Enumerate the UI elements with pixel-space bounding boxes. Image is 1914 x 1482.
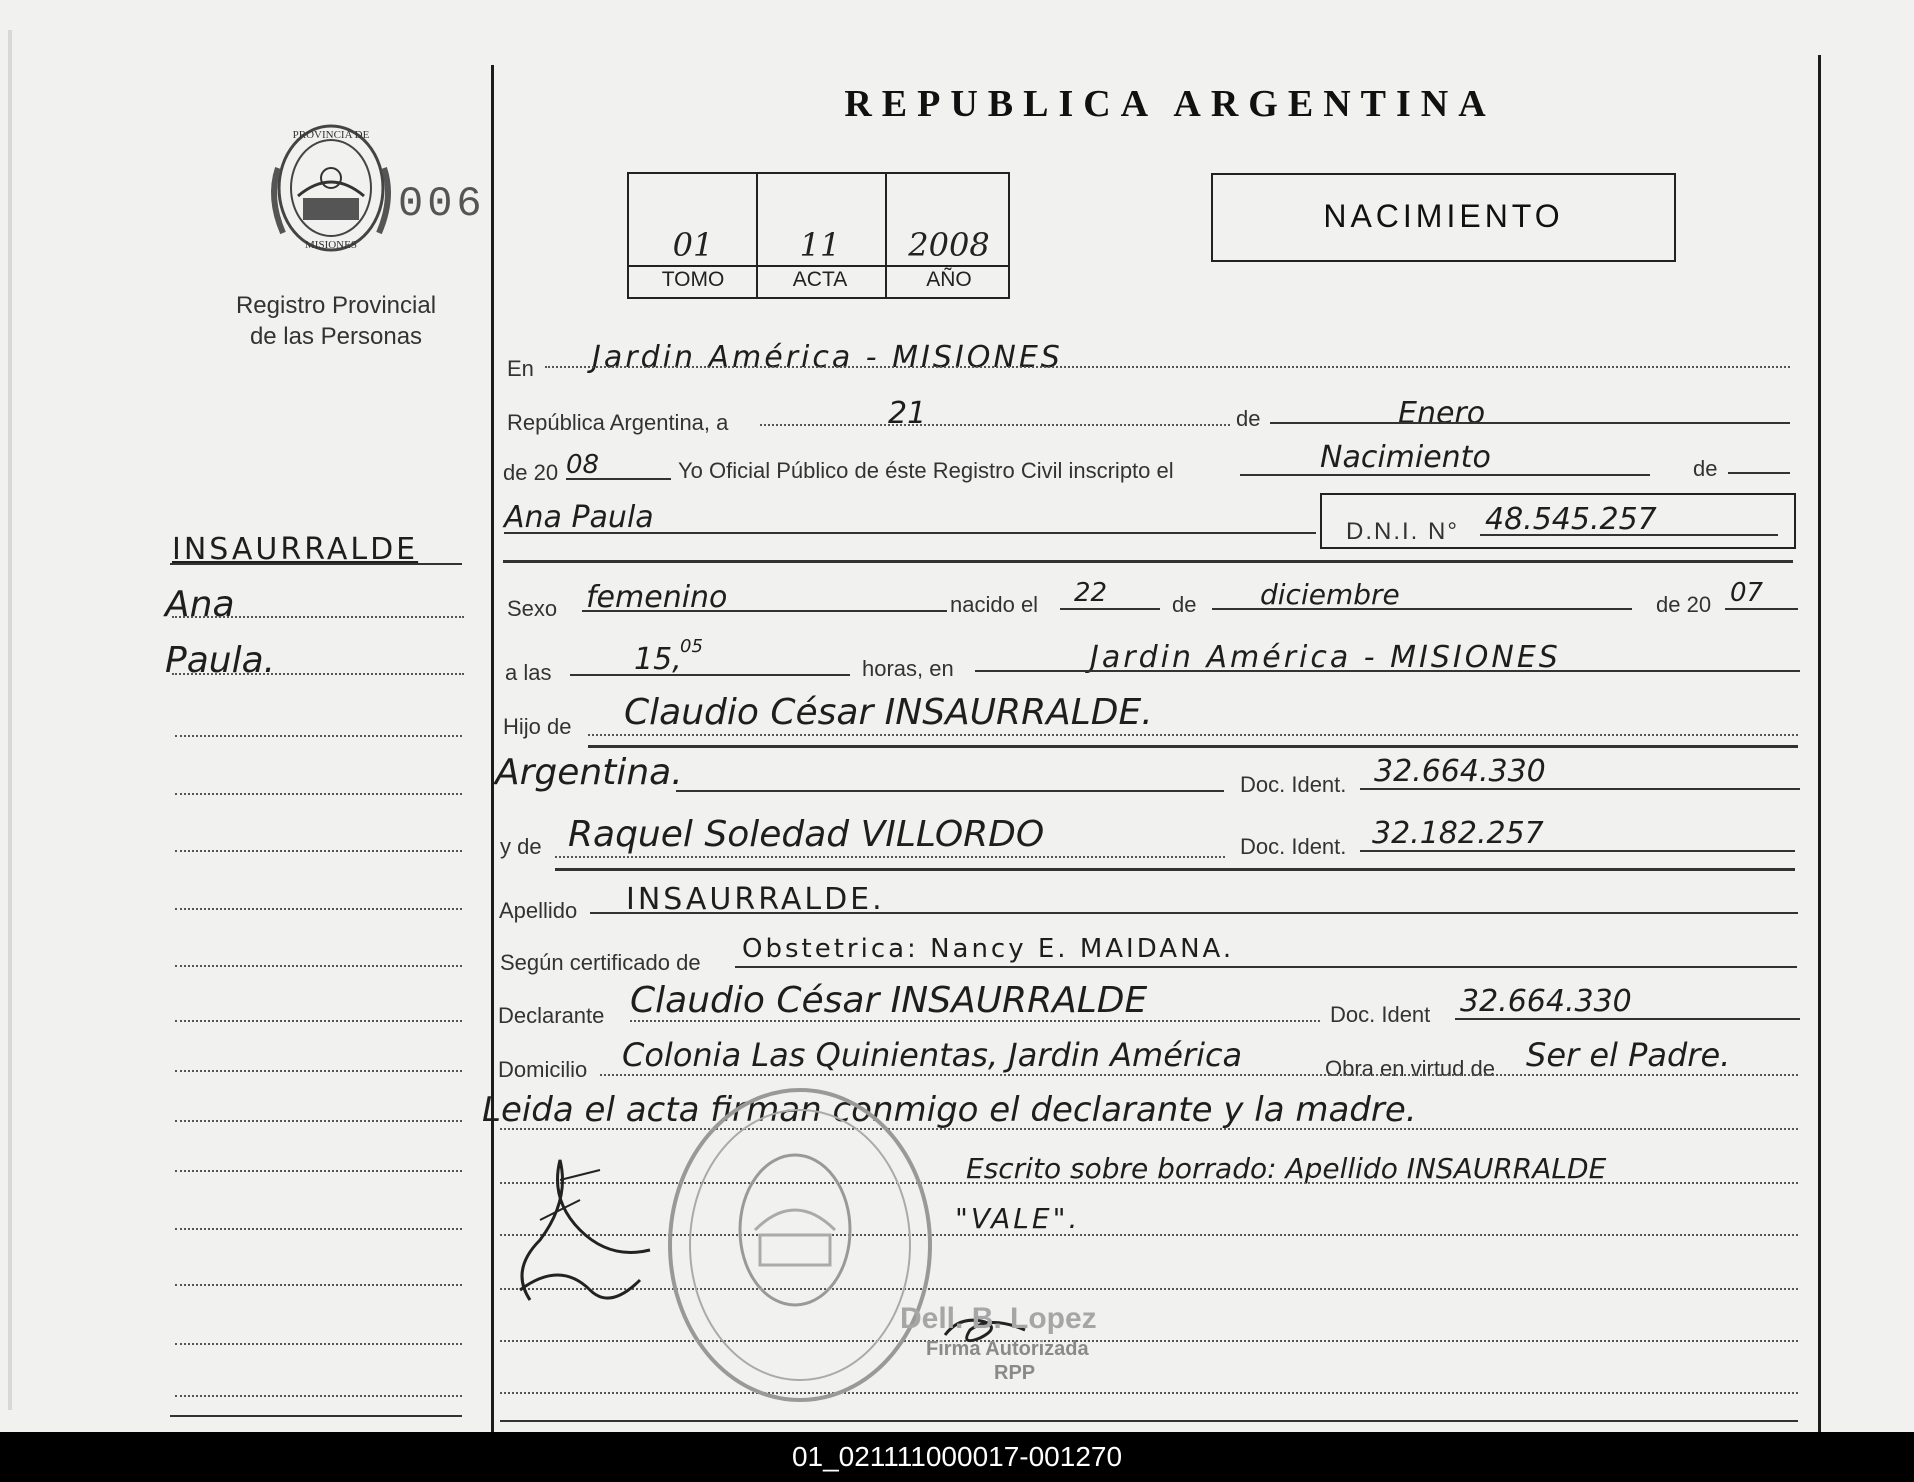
doc-ident-label-2: Doc. Ident. xyxy=(1240,834,1347,859)
year-suffix-value: 08 xyxy=(566,450,600,480)
de-label-2: de xyxy=(1693,456,1718,481)
form-line xyxy=(676,790,1224,792)
margin-line xyxy=(175,1343,462,1345)
note-line-3: "VALE". xyxy=(955,1202,1081,1235)
hijo-label: Hijo de xyxy=(503,714,572,739)
form-line xyxy=(500,1420,1798,1422)
margin-line xyxy=(175,908,462,910)
tomo-value: 01 xyxy=(672,226,714,264)
margin-line xyxy=(172,616,464,618)
domicilio-value: Colonia Las Quinientas, Jardin América xyxy=(622,1036,1243,1074)
father-name-value: Claudio César INSAURRALDE. xyxy=(624,692,1153,733)
oficial-label: Yo Oficial Público de éste Registro Civil inscripto el xyxy=(678,458,1174,483)
document-type-box: NACIMIENTO xyxy=(1211,173,1676,262)
de-label-3: de xyxy=(1172,592,1197,617)
obra-label: Obra en virtud de xyxy=(1325,1056,1495,1081)
declarante-value: Claudio César INSAURRALDE xyxy=(630,980,1148,1021)
acta-value: 11 xyxy=(799,226,841,264)
section-divider xyxy=(588,745,1798,748)
margin-line xyxy=(170,563,462,565)
inscripto-value: Nacimiento xyxy=(1320,440,1491,475)
record-number-table xyxy=(627,172,1010,299)
obra-value: Ser el Padre. xyxy=(1526,1036,1731,1074)
margin-second-name: Paula. xyxy=(165,640,276,681)
apellido-label: Apellido xyxy=(499,898,578,923)
form-line xyxy=(975,670,1800,672)
margin-divider xyxy=(491,65,494,1432)
note-line-1: Leida el acta firman conmigo el declarante y la madre. xyxy=(482,1090,1417,1130)
country-title: REPUBLICA ARGENTINA xyxy=(844,83,1496,125)
de-label: de xyxy=(1236,406,1261,431)
form-line xyxy=(545,366,1790,368)
margin-line xyxy=(175,1228,462,1230)
official-stamp-icon xyxy=(655,1080,945,1410)
form-line xyxy=(735,966,1797,968)
declarante-label: Declarante xyxy=(498,1003,605,1028)
paper-edge xyxy=(8,30,12,1410)
table-divider xyxy=(629,265,1008,267)
acta-label: ACTA xyxy=(792,268,848,291)
section-divider xyxy=(503,560,1793,563)
certificado-value: Obstetrica: Nancy E. MAIDANA. xyxy=(742,934,1235,964)
declarant-signature-icon xyxy=(500,1140,660,1320)
form-line xyxy=(1455,1018,1800,1020)
alas-label: a las xyxy=(505,660,552,685)
form-line xyxy=(555,856,1225,858)
form-line xyxy=(588,734,1798,736)
form-line xyxy=(760,424,1230,426)
form-line xyxy=(1212,608,1632,610)
margin-line xyxy=(175,965,462,967)
image-code-footer: 01_021111000017-001270 xyxy=(0,1432,1914,1482)
registry-name-line2: de las Personas xyxy=(249,323,423,350)
birth-day-value: 22 xyxy=(1074,578,1108,608)
margin-line xyxy=(175,1070,462,1072)
form-line xyxy=(1060,608,1160,610)
de20-label: de 20 xyxy=(1656,592,1712,617)
minutes-value: 05 xyxy=(680,636,703,657)
yde-label: y de xyxy=(500,834,542,859)
authorized-signer-name: Dell. B. Lopez xyxy=(900,1302,1097,1335)
tomo-label: TOMO xyxy=(661,268,725,291)
margin-line xyxy=(175,1120,462,1122)
form-line xyxy=(590,912,1798,914)
margin-line xyxy=(170,1415,462,1417)
margin-line xyxy=(175,1284,462,1286)
margin-line xyxy=(175,1020,462,1022)
child-name-value: Ana Paula xyxy=(504,500,654,535)
form-line xyxy=(1728,472,1790,474)
svg-text:PROVINCIA DE: PROVINCIA DE xyxy=(292,129,370,141)
en-label: En xyxy=(507,356,534,381)
margin-line xyxy=(175,1395,462,1397)
note-line-2: Escrito sobre borrado: Apellido INSAURRALDE xyxy=(966,1152,1607,1185)
form-line xyxy=(1725,608,1798,610)
section-divider xyxy=(555,868,1795,871)
birth-place-value: Jardin América - MISIONES xyxy=(1090,640,1561,675)
dni-value: 48.545.257 xyxy=(1485,502,1657,537)
margin-first-name: Ana xyxy=(165,584,235,625)
svg-text:MISIONES: MISIONES xyxy=(305,239,357,251)
en-value: Jardin América - MISIONES xyxy=(592,340,1063,375)
form-line xyxy=(1360,788,1800,790)
form-line xyxy=(1270,422,1790,424)
dni-label: D.N.I. N° xyxy=(1346,518,1459,545)
mother-name-value: Raquel Soledad VILLORDO xyxy=(568,814,1045,855)
month-value: Enero xyxy=(1398,396,1486,431)
authorized-signature-label: Firma Autorizada xyxy=(926,1338,1089,1360)
mother-doc-value: 32.182.257 xyxy=(1372,816,1544,851)
margin-line xyxy=(175,850,462,852)
form-line xyxy=(570,674,850,676)
form-line xyxy=(1360,850,1795,852)
doc-ident-label-3: Doc. Ident xyxy=(1330,1002,1431,1027)
father-nationality-value: Argentina. xyxy=(495,752,683,793)
margin-line xyxy=(175,735,462,737)
form-line xyxy=(1480,534,1778,536)
form-line xyxy=(566,478,671,480)
margin-surname: INSAURRALDE xyxy=(172,532,419,567)
year-prefix-label: de 20 xyxy=(503,460,559,485)
registry-name-line1: Registro Provincial xyxy=(235,292,437,319)
margin-line xyxy=(172,673,464,675)
form-line xyxy=(630,1020,1320,1022)
declarante-doc-value: 32.664.330 xyxy=(1460,984,1632,1019)
form-line xyxy=(582,610,947,612)
father-doc-value: 32.664.330 xyxy=(1374,754,1546,789)
hour-value: 15, xyxy=(634,642,682,677)
anio-value: 2008 xyxy=(908,226,990,264)
nacido-label: nacido el xyxy=(950,592,1039,617)
form-line xyxy=(1240,474,1650,476)
republica-label: República Argentina, a xyxy=(507,410,729,435)
day-value: 21 xyxy=(888,396,927,431)
apellido-value: INSAURRALDE. xyxy=(626,882,885,917)
birth-month-value: diciembre xyxy=(1260,578,1400,611)
margin-line xyxy=(175,793,462,795)
form-line xyxy=(504,532,1316,534)
domicilio-label: Domicilio xyxy=(498,1057,588,1082)
segun-label: Según certificado de xyxy=(500,950,701,975)
form-line xyxy=(600,1074,1798,1076)
provincial-seal-icon xyxy=(258,108,404,268)
sexo-value: femenino xyxy=(586,580,728,615)
sexo-label: Sexo xyxy=(507,596,558,621)
margin-line xyxy=(175,1170,462,1172)
registry-name xyxy=(190,290,482,352)
anio-label: AÑO xyxy=(926,268,972,291)
seal-number: 006 xyxy=(398,180,486,228)
horas-label: horas, en xyxy=(862,656,954,681)
birth-year-suffix: 07 xyxy=(1730,578,1764,608)
doc-ident-label: Doc. Ident. xyxy=(1240,772,1347,797)
authorized-signature-org: RPP xyxy=(994,1362,1036,1384)
right-border xyxy=(1818,55,1821,1432)
